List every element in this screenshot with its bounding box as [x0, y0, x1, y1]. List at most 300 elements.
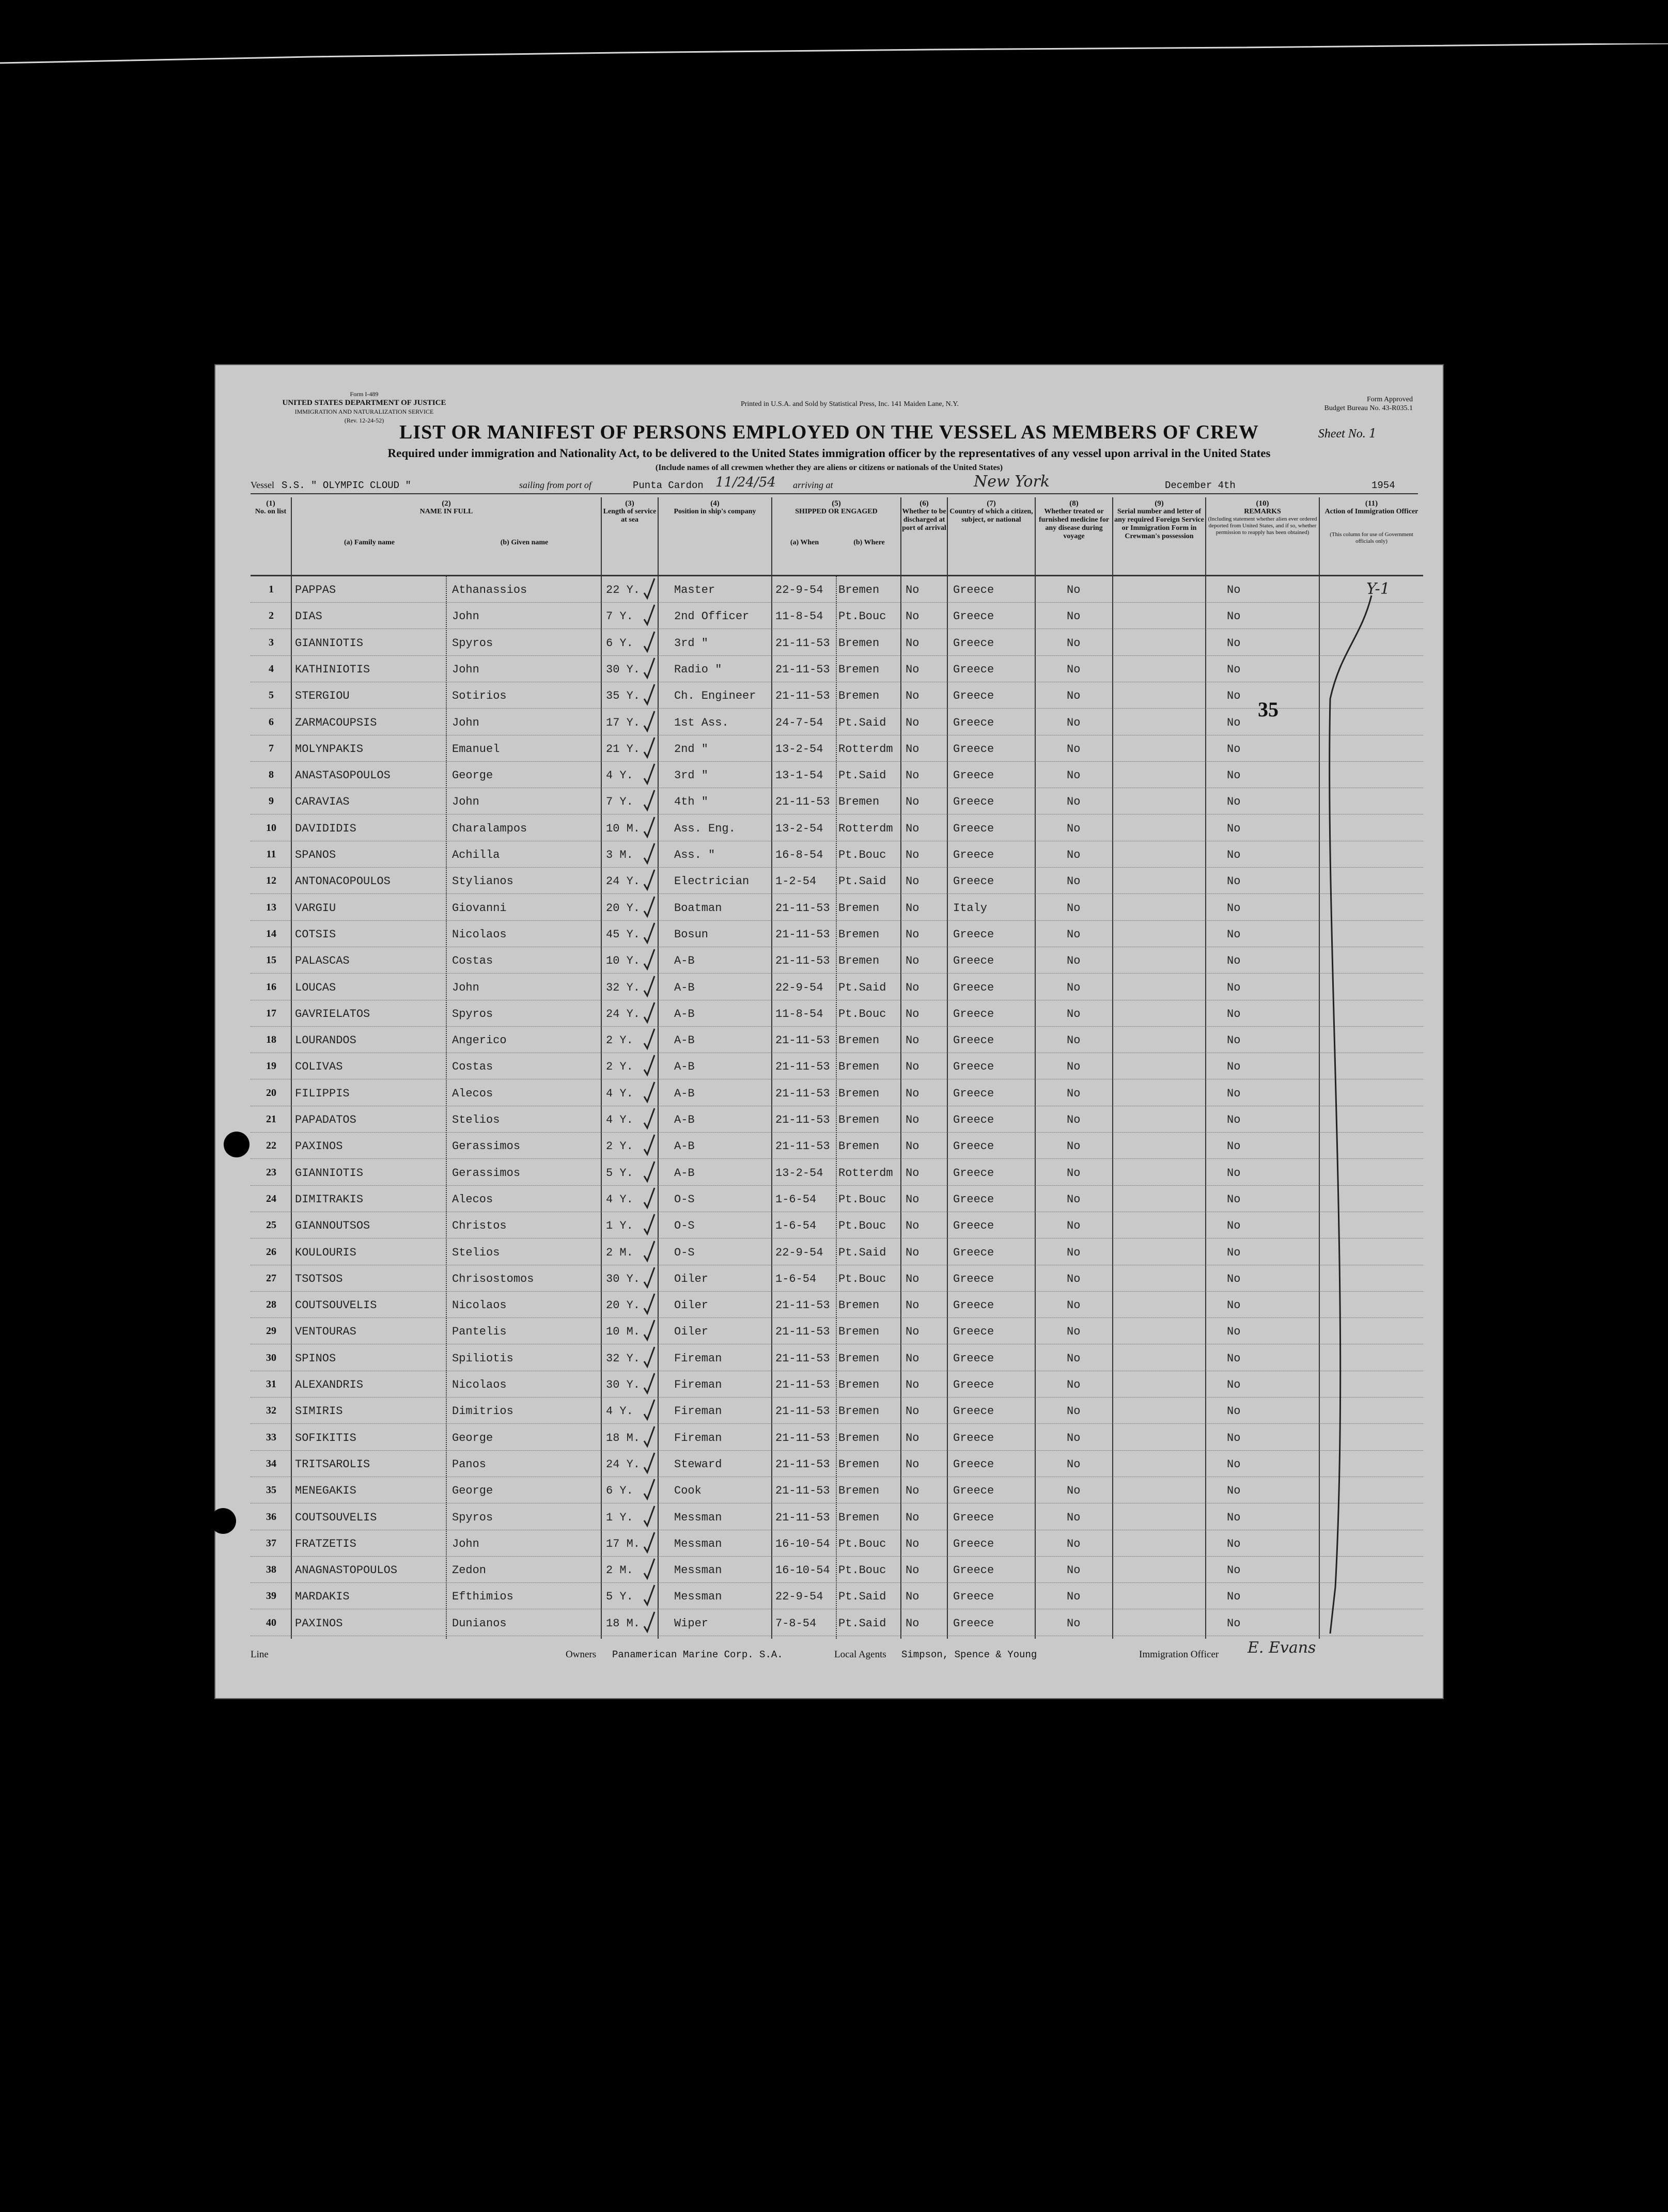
cell-position: Boatman: [674, 901, 722, 915]
cell-when: 22-9-54: [775, 1590, 823, 1604]
cell-no: 34: [266, 1457, 276, 1469]
cell-disch: No: [906, 928, 919, 941]
remarks-note: (Including statement whether alien ever ordered deported from United States, and if so, whether permission to reapply has been obtained): [1208, 516, 1317, 536]
cell-position: A-B: [674, 1113, 695, 1126]
cell-country: Greece: [953, 1457, 994, 1471]
cell-disch: No: [906, 1272, 919, 1285]
check-mark-icon: [643, 1558, 656, 1580]
table-row: [251, 1451, 1423, 1477]
col-action: (11) Action of Immigration Officer (This column for use of Government officials only): [1320, 497, 1423, 575]
table-row: [251, 1027, 1423, 1053]
cell-disch: No: [906, 1219, 919, 1233]
check-mark-icon: [643, 1319, 656, 1342]
cell-given: Nicolaos: [452, 1299, 507, 1312]
cell-when: 21-11-53: [775, 636, 830, 650]
cell-family: ANAGNASTOPOULOS: [295, 1564, 398, 1577]
col-position: (4) Position in ship's company: [659, 497, 772, 575]
cell-disch: No: [906, 584, 919, 597]
cell-no: 10: [266, 822, 276, 834]
subtitle: Required under immigration and Nationality Act, to be delivered to the United States immigration officer by the representatives of any vessel upon arrival in the United States: [387, 447, 1271, 460]
cell-no: 3: [269, 636, 274, 648]
cell-service: 21 Y.: [606, 742, 641, 756]
cell-treated: No: [1067, 1617, 1081, 1630]
table-row: [251, 630, 1423, 656]
cell-country: Greece: [953, 1352, 994, 1365]
cell-no: 31: [266, 1378, 276, 1390]
cell-remarks: No: [1227, 1007, 1241, 1021]
cell-family: MARDAKIS: [295, 1590, 350, 1604]
cell-treated: No: [1067, 769, 1081, 782]
cell-position: Messman: [674, 1537, 722, 1550]
cell-where: Bremen: [838, 1352, 880, 1365]
cell-position: A-B: [674, 1166, 695, 1180]
cell-treated: No: [1067, 716, 1081, 729]
cell-treated: No: [1067, 1457, 1081, 1471]
cell-family: GIANNIOTIS: [295, 636, 364, 650]
cell-treated: No: [1067, 636, 1081, 650]
cell-given: Costas: [452, 1060, 493, 1074]
cell-treated: No: [1067, 1352, 1081, 1365]
owners-label: Owners: [566, 1649, 597, 1660]
table-row: [251, 1371, 1423, 1398]
col-serial: (9) Serial number and letter of any required Foreign Service or Immigration Form in Crewman's possession: [1113, 497, 1206, 575]
cell-disch: No: [906, 954, 919, 968]
check-mark-icon: [643, 1346, 656, 1369]
cell-position: Fireman: [674, 1431, 722, 1445]
cell-remarks: No: [1227, 636, 1241, 650]
cell-country: Greece: [953, 1617, 994, 1630]
cell-when: 7-8-54: [775, 1617, 817, 1630]
cell-remarks: No: [1227, 1352, 1241, 1365]
cell-position: A-B: [674, 1087, 695, 1100]
cell-remarks: No: [1227, 1431, 1241, 1445]
cell-country: Italy: [953, 901, 988, 915]
cell-disch: No: [906, 663, 919, 676]
cell-no: 5: [269, 689, 274, 701]
cell-remarks: No: [1227, 1590, 1241, 1604]
cell-service: 22 Y.: [606, 584, 641, 597]
cell-country: Greece: [953, 1564, 994, 1577]
cell-when: 13-2-54: [775, 1166, 823, 1180]
cell-country: Greece: [953, 795, 994, 809]
cell-country: Greece: [953, 584, 994, 597]
cell-when: 21-11-53: [775, 1299, 830, 1312]
cell-where: Rotterdm: [838, 1166, 893, 1180]
cell-service: 30 Y.: [606, 663, 641, 676]
cell-treated: No: [1067, 1034, 1081, 1047]
check-mark-icon: [643, 1266, 656, 1289]
cell-service: 20 Y.: [606, 1299, 641, 1312]
cell-treated: No: [1067, 1431, 1081, 1445]
table-row: [251, 788, 1423, 814]
vessel-name: S.S. " OLYMPIC CLOUD ": [282, 480, 411, 491]
cell-no: 7: [269, 742, 274, 754]
cell-treated: No: [1067, 1537, 1081, 1550]
cell-when: 21-11-53: [775, 1352, 830, 1365]
cell-no: 35: [266, 1484, 276, 1496]
cell-service: 30 Y.: [606, 1272, 641, 1285]
check-mark-icon: [643, 1054, 656, 1077]
cell-family: FRATZETIS: [295, 1537, 356, 1550]
cell-when: 21-11-53: [775, 928, 830, 941]
cell-treated: No: [1067, 981, 1081, 994]
cell-given: John: [452, 716, 479, 729]
cell-where: Bremen: [838, 663, 880, 676]
cell-remarks: No: [1227, 901, 1241, 915]
check-mark-icon: [643, 1028, 656, 1050]
cell-disch: No: [906, 742, 919, 756]
cell-remarks: No: [1227, 1511, 1241, 1524]
cell-when: 21-11-53: [775, 1484, 830, 1498]
cell-disch: No: [906, 1113, 919, 1126]
cell-no: 24: [266, 1193, 276, 1204]
cell-disch: No: [906, 769, 919, 782]
cell-when: 22-9-54: [775, 1246, 823, 1259]
cell-country: Greece: [953, 875, 994, 888]
check-mark-icon: [643, 1293, 656, 1315]
cell-treated: No: [1067, 928, 1081, 941]
table-row: [251, 682, 1423, 709]
check-mark-icon: [643, 1611, 656, 1634]
cell-given: Achilla: [452, 849, 500, 861]
cell-no: 20: [266, 1087, 276, 1099]
cell-no: 23: [266, 1166, 276, 1178]
cell-disch: No: [906, 1166, 919, 1180]
cell-position: 2nd Officer: [674, 610, 750, 623]
cell-family: PALASCAS: [295, 954, 350, 968]
cell-where: Pt.Said: [838, 769, 886, 782]
check-mark-icon: [643, 1584, 656, 1607]
cell-treated: No: [1067, 1590, 1081, 1604]
cell-country: Greece: [953, 1325, 994, 1339]
cell-remarks: No: [1227, 716, 1241, 729]
cell-disch: No: [906, 689, 919, 703]
cell-position: Messman: [674, 1564, 722, 1577]
cell-where: Bremen: [838, 1113, 880, 1126]
cell-treated: No: [1067, 901, 1081, 915]
sheet-label: Sheet No.: [1318, 427, 1366, 441]
cell-remarks: No: [1227, 1405, 1241, 1418]
cell-when: 21-11-53: [775, 1325, 830, 1339]
punch-hole: [210, 1508, 236, 1534]
cell-service: 1 Y.: [606, 1219, 633, 1233]
table-row: [251, 1080, 1423, 1106]
cell-position: 3rd ": [674, 636, 709, 650]
check-mark-icon: [643, 736, 656, 759]
check-mark-icon: [643, 1425, 656, 1448]
check-mark-icon: [643, 683, 656, 706]
cell-country: Greece: [953, 742, 994, 756]
cell-family: ANTONACOPOULOS: [295, 875, 391, 888]
cell-position: Oiler: [674, 1325, 709, 1339]
cell-service: 4 Y.: [606, 1193, 633, 1206]
cell-country: Greece: [953, 1511, 994, 1524]
cell-no: 9: [269, 795, 274, 807]
cell-given: Zedon: [452, 1564, 487, 1577]
cell-remarks: No: [1227, 1034, 1241, 1047]
cell-no: 39: [266, 1590, 276, 1602]
cell-given: Angerico: [452, 1034, 507, 1047]
cell-disch: No: [906, 1060, 919, 1074]
cell-treated: No: [1067, 1325, 1081, 1339]
check-mark-icon: [643, 1134, 656, 1156]
cell-given: Nicolaos: [452, 928, 507, 941]
cell-service: 4 Y.: [606, 769, 633, 782]
cell-treated: No: [1067, 822, 1081, 835]
check-mark-icon: [643, 631, 656, 653]
cell-given: Alecos: [452, 1193, 493, 1206]
cell-treated: No: [1067, 610, 1081, 623]
cell-service: 2 M.: [606, 1564, 633, 1577]
check-mark-icon: [643, 1240, 656, 1263]
cell-given: Giovanni: [452, 901, 507, 915]
cell-disch: No: [906, 875, 919, 888]
cell-family: DAVIDIDIS: [295, 822, 356, 835]
cell-service: 32 Y.: [606, 1352, 641, 1365]
cell-given: John: [452, 1537, 479, 1550]
cell-disch: No: [906, 610, 919, 623]
cell-position: A-B: [674, 1060, 695, 1074]
cell-treated: No: [1067, 689, 1081, 703]
cell-disch: No: [906, 1087, 919, 1100]
check-mark-icon: [643, 1213, 656, 1236]
cell-remarks: No: [1227, 1246, 1241, 1259]
cell-family: PAXINOS: [295, 1140, 343, 1153]
cell-treated: No: [1067, 1511, 1081, 1524]
cell-treated: No: [1067, 1140, 1081, 1153]
cell-where: Bremen: [838, 636, 880, 650]
cell-no: 8: [269, 769, 274, 781]
cell-where: Pt.Said: [838, 1590, 886, 1604]
cell-position: Steward: [674, 1457, 722, 1471]
cell-position: A-B: [674, 954, 695, 968]
cell-where: Bremen: [838, 1087, 880, 1100]
cell-treated: No: [1067, 1193, 1081, 1206]
cell-remarks: No: [1227, 1087, 1241, 1100]
cell-country: Greece: [953, 981, 994, 994]
cell-position: Oiler: [674, 1272, 709, 1285]
cell-service: 17 Y.: [606, 716, 641, 729]
cell-disch: No: [906, 901, 919, 915]
table-row: [251, 735, 1423, 762]
table-row: [251, 1239, 1423, 1265]
cell-given: Gerassimos: [452, 1140, 521, 1153]
printer-note: Printed in U.S.A. and Sold by Statistical Press, Inc. 141 Maiden Lane, N.Y.: [740, 400, 959, 408]
cell-treated: No: [1067, 742, 1081, 756]
cell-where: Bremen: [838, 1299, 880, 1312]
cell-no: 18: [266, 1034, 276, 1046]
cell-position: Cook: [674, 1484, 702, 1498]
cell-where: Rotterdm: [838, 742, 893, 756]
cell-position: 1st Ass.: [674, 716, 729, 729]
cell-treated: No: [1067, 1378, 1081, 1391]
cell-position: Master: [674, 584, 715, 597]
cell-country: Greece: [953, 1272, 994, 1285]
table-row: [251, 1159, 1423, 1186]
cell-remarks: No: [1227, 928, 1241, 941]
cell-service: 20 Y.: [606, 901, 641, 915]
cell-family: FILIPPIS: [295, 1087, 350, 1100]
table-row: [251, 1186, 1423, 1212]
cell-no: 12: [266, 875, 276, 887]
table-row: [251, 1133, 1423, 1159]
cell-position: Fireman: [674, 1352, 722, 1365]
cell-treated: No: [1067, 1299, 1081, 1312]
cell-position: Oiler: [674, 1299, 709, 1312]
cell-family: SPINOS: [295, 1352, 336, 1365]
cell-service: 30 Y.: [606, 1378, 641, 1391]
cell-remarks: No: [1227, 1484, 1241, 1498]
arriving-label: arriving at: [793, 480, 833, 490]
check-mark-icon: [643, 1160, 656, 1183]
check-mark-icon: [643, 789, 656, 812]
table-row: [251, 1504, 1423, 1530]
cell-when: 21-11-53: [775, 1060, 830, 1074]
punch-hole: [224, 1132, 250, 1157]
cell-where: Pt.Bouc: [838, 610, 886, 623]
cell-country: Greece: [953, 928, 994, 941]
cell-family: COUTSOUVELIS: [295, 1299, 377, 1312]
cell-remarks: No: [1227, 875, 1241, 888]
cell-where: Bremen: [838, 954, 880, 968]
officer-signature: E. Evans: [1248, 1639, 1316, 1657]
cell-where: Pt.Said: [838, 981, 886, 994]
check-mark-icon: [643, 975, 656, 998]
check-mark-icon: [643, 869, 656, 891]
agents-label: Local Agents: [834, 1649, 886, 1660]
cell-position: A-B: [674, 981, 695, 994]
cell-service: 2 Y.: [606, 1034, 633, 1047]
cell-when: 1-2-54: [775, 875, 817, 888]
cell-position: Fireman: [674, 1378, 722, 1391]
service-name: IMMIGRATION AND NATURALIZATION SERVICE: [294, 408, 434, 415]
cell-treated: No: [1067, 1113, 1081, 1126]
cell-when: 22-9-54: [775, 981, 823, 994]
cell-family: CARAVIAS: [295, 795, 350, 809]
cell-position: Bosun: [674, 928, 709, 941]
cell-treated: No: [1067, 663, 1081, 676]
form-header-left: [256, 390, 473, 425]
cell-country: Greece: [953, 954, 994, 968]
table-row: [251, 1557, 1423, 1583]
cell-family: SIMIRIS: [295, 1405, 343, 1418]
cell-where: Bremen: [838, 1034, 880, 1047]
cell-family: COTSIS: [295, 928, 336, 941]
table-row: [251, 1610, 1423, 1636]
cell-when: 21-11-53: [775, 1113, 830, 1126]
cell-disch: No: [906, 1484, 919, 1498]
col-family-name: (a) Family name: [344, 539, 395, 546]
cell-no: 16: [266, 981, 276, 993]
cell-where: Pt.Said: [838, 1617, 886, 1630]
table-row: [251, 1345, 1423, 1371]
cell-where: Pt.Said: [838, 716, 886, 729]
check-mark-icon: [643, 1478, 656, 1501]
cell-disch: No: [906, 1564, 919, 1577]
table-row: [251, 709, 1423, 735]
stamp-number: 35: [1258, 698, 1279, 721]
cell-no: 14: [266, 928, 276, 939]
check-mark-icon: [643, 763, 656, 786]
table-row: [251, 1000, 1423, 1027]
cell-where: Bremen: [838, 1378, 880, 1391]
cell-position: Electrician: [674, 875, 750, 888]
cell-no: 26: [266, 1246, 276, 1258]
action-note: (This column for use of Government officials only): [1330, 531, 1413, 544]
table-row: [251, 841, 1423, 868]
crew-manifest-sheet: [214, 364, 1444, 1699]
cell-disch: No: [906, 1140, 919, 1153]
cell-family: ANASTASOPOULOS: [295, 769, 391, 782]
cell-disch: No: [906, 1352, 919, 1365]
cell-remarks: No: [1227, 1564, 1241, 1577]
table-row: [251, 656, 1423, 682]
table-row: [251, 1106, 1423, 1133]
form-revision: (Rev. 12-24-52): [344, 417, 384, 424]
cell-country: Greece: [953, 769, 994, 782]
cell-where: Bremen: [838, 1484, 880, 1498]
cell-family: STERGIOU: [295, 689, 350, 703]
cell-when: 1-6-54: [775, 1193, 817, 1206]
cell-treated: No: [1067, 849, 1081, 861]
cell-service: 18 M.: [606, 1617, 641, 1630]
page-title: LIST OR MANIFEST OF PERSONS EMPLOYED ON THE VESSEL AS MEMBERS OF CREW: [399, 421, 1259, 443]
table-row: [251, 1212, 1423, 1238]
table-row: [251, 603, 1423, 629]
cell-family: SOFIKITIS: [295, 1431, 356, 1445]
cell-position: O-S: [674, 1246, 695, 1259]
cell-treated: No: [1067, 1087, 1081, 1100]
cell-disch: No: [906, 795, 919, 809]
cell-treated: No: [1067, 1484, 1081, 1498]
cell-no: 13: [266, 901, 276, 913]
col-treated: (8) Whether treated or furnished medicine for any disease during voyage: [1036, 497, 1113, 575]
cell-treated: No: [1067, 954, 1081, 968]
table-row: [251, 1424, 1423, 1451]
table-row: [251, 921, 1423, 947]
check-mark-icon: [643, 1372, 656, 1395]
check-mark-icon: [643, 577, 656, 600]
check-mark-icon: [643, 710, 656, 733]
cell-country: Greece: [953, 1378, 994, 1391]
department: UNITED STATES DEPARTMENT OF JUSTICE: [282, 399, 446, 407]
cell-given: George: [452, 769, 493, 782]
cell-family: VENTOURAS: [295, 1325, 356, 1339]
cell-service: 3 M.: [606, 849, 633, 861]
table-row: [251, 1265, 1423, 1292]
vessel-label: Vessel: [251, 480, 274, 490]
arrival-year: 1954: [1371, 480, 1395, 491]
cell-country: Greece: [953, 1034, 994, 1047]
cell-where: Bremen: [838, 1431, 880, 1445]
cell-given: Stelios: [452, 1113, 500, 1126]
cell-where: Rotterdm: [838, 822, 893, 835]
cell-country: Greece: [953, 822, 994, 835]
cell-country: Greece: [953, 1246, 994, 1259]
cell-no: 32: [266, 1405, 276, 1417]
cell-where: Bremen: [838, 1325, 880, 1339]
check-mark-icon: [643, 1399, 656, 1421]
cell-service: 2 M.: [606, 1246, 633, 1259]
cell-where: Pt.Said: [838, 1246, 886, 1259]
cell-remarks: No: [1227, 1113, 1241, 1126]
cell-where: Bremen: [838, 1511, 880, 1524]
cell-given: Spyros: [452, 636, 493, 650]
cell-no: 15: [266, 954, 276, 966]
cell-service: 35 Y.: [606, 689, 641, 703]
cell-family: VARGIU: [295, 901, 336, 915]
cell-when: 16-10-54: [775, 1564, 830, 1577]
